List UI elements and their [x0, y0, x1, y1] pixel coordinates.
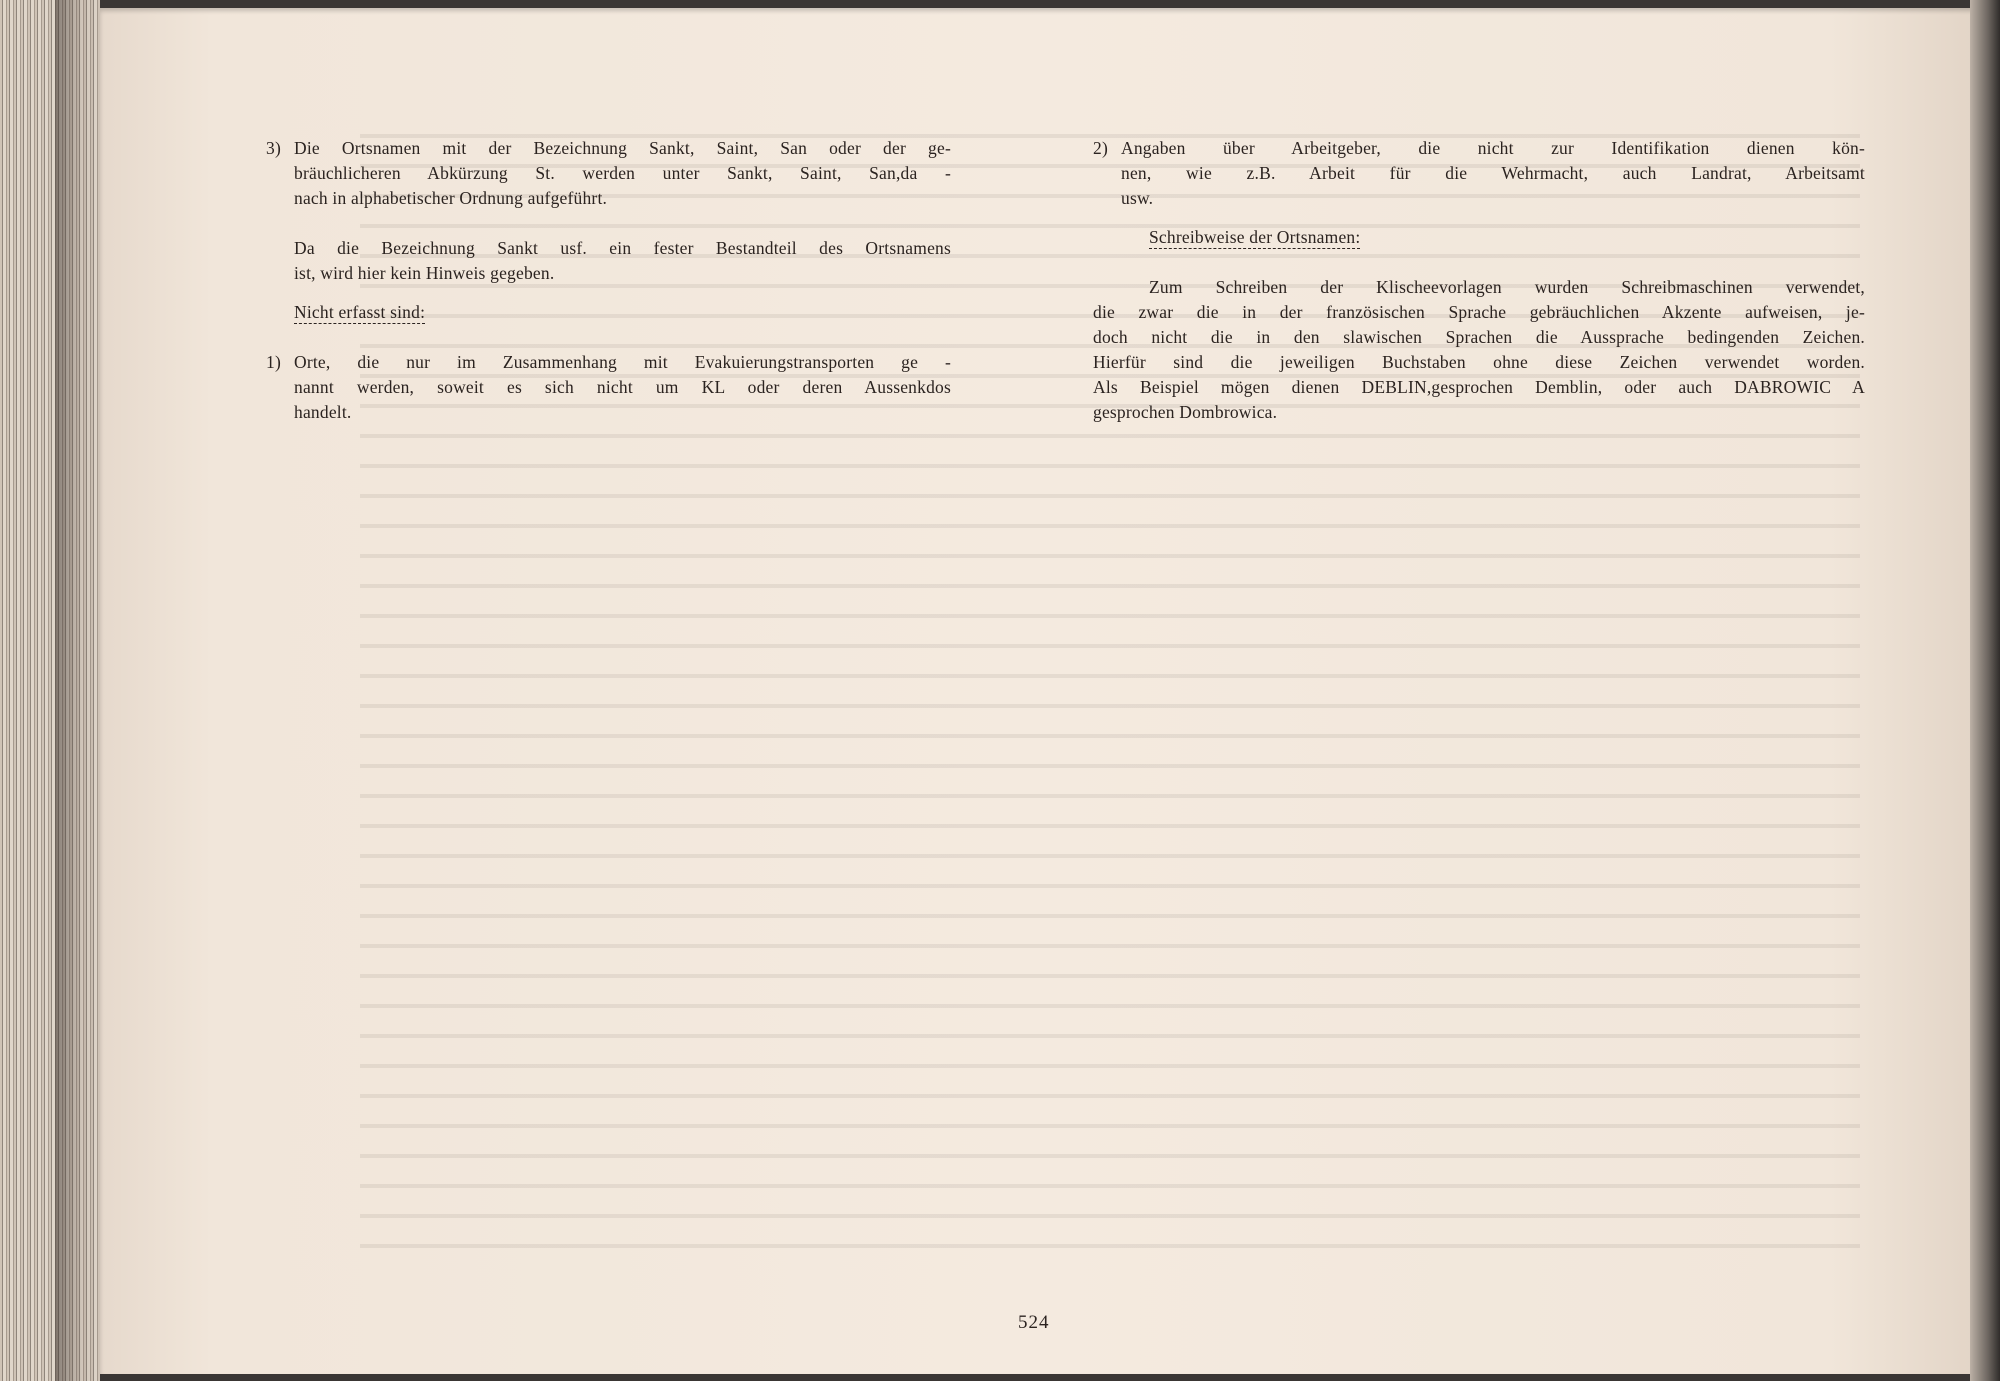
list-item-3 [266, 136, 951, 211]
text-line: Als Beispiel mögen dienen DEBLIN,gesprochen Demblin, oder auch DABROWIC A [1093, 377, 1865, 397]
text-line: nach in alphabetischer Ordnung aufgeführt. [294, 188, 608, 208]
text-line: Die Ortsnamen mit der Bezeichnung Sankt, Saint, San oder der ge- [294, 138, 951, 158]
text-line: ist, wird hier kein Hinweis gegeben. [294, 263, 555, 283]
list-text [294, 350, 951, 425]
text-line: nannt werden, soweit es sich nicht um KL oder deren Aussenkdos [294, 377, 951, 397]
section-heading: Schreibweise der Ortsnamen: [1149, 227, 1361, 247]
book-page-edges [0, 0, 100, 1381]
text-line: die zwar die in der französischen Sprache gebräuchlichen Akzente aufweisen, je- [1093, 302, 1865, 322]
page-number: 524 [1018, 1312, 1050, 1333]
list-item-2 [1093, 136, 1865, 211]
left-column [266, 136, 951, 425]
book-gutter-shadow [1970, 0, 2000, 1381]
list-number: 3) [266, 138, 281, 158]
text-line: usw. [1121, 188, 1154, 208]
note-paragraph [294, 236, 951, 286]
text-line: doch nicht die in den slawischen Sprachen die Aussprache bedingenden Zeichen. [1093, 327, 1865, 347]
list-number: 2) [1093, 138, 1108, 158]
text-line: gesprochen Dombrowica. [1093, 402, 1278, 422]
list-number: 1) [266, 352, 281, 372]
list-text [294, 136, 951, 211]
body-paragraph [1093, 275, 1865, 425]
list-text [1121, 136, 1865, 211]
section-heading: Nicht erfasst sind: [294, 302, 426, 322]
text-line: nen, wie z.B. Arbeit für die Wehrmacht, auch Landrat, Arbeitsamt [1121, 163, 1865, 183]
text-line: Orte, die nur im Zusammenhang mit Evakuierungstransporten ge - [294, 352, 951, 372]
right-column [1093, 136, 1865, 425]
text-line: bräuchlicheren Abkürzung St. werden unter Sankt, Saint, San,da - [294, 163, 951, 183]
text-line: Angaben über Arbeitgeber, die nicht zur Identifikation dienen kön- [1121, 138, 1865, 158]
list-item-1 [266, 350, 951, 425]
text-line: handelt. [294, 402, 352, 422]
text-line: Da die Bezeichnung Sankt usf. ein fester Bestandteil des Ortsnamens [294, 238, 951, 258]
text-line: Zum Schreiben der Klischeevorlagen wurden Schreibmaschinen verwendet, [1149, 277, 1865, 297]
text-line: Hierfür sind die jeweiligen Buchstaben ohne diese Zeichen verwendet worden. [1093, 352, 1865, 372]
